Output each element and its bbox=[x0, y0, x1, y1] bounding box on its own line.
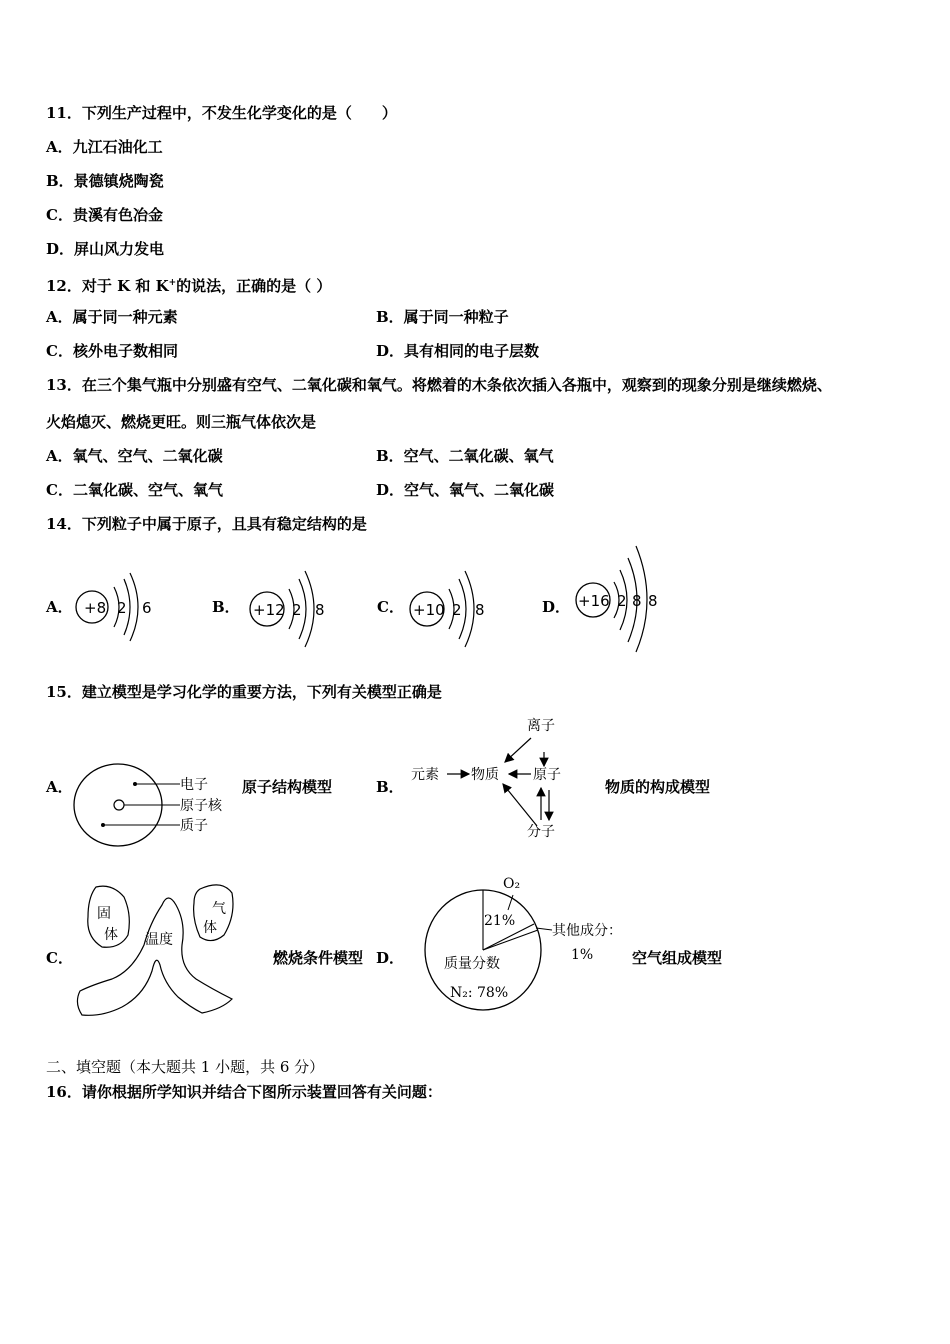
q13-stem-line2: 火焰熄灭、燃烧更旺。则三瓶气体依次是 bbox=[46, 413, 317, 431]
q12-option-a: A．属于同一种元素 bbox=[46, 308, 178, 326]
q12-option-c: C．核外电子数相同 bbox=[46, 342, 178, 360]
label-solid-2: 体 bbox=[104, 927, 118, 943]
q15-label-d: D． bbox=[376, 949, 405, 967]
combustion-conditions-model bbox=[72, 875, 242, 1025]
q12-option-d: D．具有相同的电子层数 bbox=[376, 342, 540, 360]
q12-stem-sup: + bbox=[168, 278, 177, 288]
label-gas-2: 体 bbox=[203, 920, 217, 936]
shell1-electrons-a: 2 bbox=[117, 599, 127, 617]
q11-option-a: A．九江石油化工 bbox=[46, 138, 163, 156]
label-solid-1: 固 bbox=[97, 906, 111, 922]
shell3-electrons-d: 8 bbox=[648, 592, 658, 610]
shell2-electrons-b: 8 bbox=[315, 601, 325, 619]
pie-divider-other-n2 bbox=[483, 930, 538, 950]
label-n2-percent: N₂: 78% bbox=[450, 985, 509, 1001]
q12-stem bbox=[46, 274, 331, 295]
label-atom: 原子 bbox=[533, 767, 561, 783]
q11-option-d: D．屏山风力发电 bbox=[46, 240, 165, 258]
q16-stem: 16．请你根据所学知识并结合下图所示装置回答有关问题： bbox=[46, 1083, 442, 1101]
q11-option-b: B．景德镇烧陶瓷 bbox=[46, 172, 164, 190]
q11-stem: 11．下列生产过程中，不发生化学变化的是（ ） bbox=[46, 104, 397, 122]
shell2-electrons-d: 8 bbox=[632, 592, 642, 610]
nucleus-circle bbox=[114, 800, 124, 810]
q14-label-d: D． bbox=[542, 598, 571, 616]
label-proton: 质子 bbox=[180, 818, 208, 834]
label-molecule: 分子 bbox=[527, 824, 555, 840]
q11-option-c: C．贵溪有色冶金 bbox=[46, 206, 163, 224]
q13-option-b: B．空气、二氧化碳、氧气 bbox=[376, 447, 554, 465]
shell-arc bbox=[130, 573, 138, 641]
q15-stem: 15．建立模型是学习化学的重要方法，下列有关模型正确是 bbox=[46, 683, 442, 701]
q13-stem-line1: 13．在三个集气瓶中分别盛有空气、二氧化碳和氧气。将燃着的木条依次插入各瓶中，观察到的现象分别是继续燃烧、 bbox=[46, 376, 832, 394]
q14-label-b: B． bbox=[212, 598, 240, 616]
label-atom-nucleus: 原子核 bbox=[180, 798, 222, 814]
q14-stem: 14．下列粒子中属于原子，且具有稳定结构的是 bbox=[46, 515, 367, 533]
q12-stem-post: 的说法，正确的是（ ） bbox=[176, 277, 332, 295]
label-ion: 离子 bbox=[527, 718, 555, 734]
caption-atom-structure: 原子结构模型 bbox=[242, 778, 333, 796]
caption-substance-composition: 物质的构成模型 bbox=[605, 778, 711, 796]
label-other-percent: 1% bbox=[571, 947, 594, 963]
label-mass-fraction: 质量分数 bbox=[444, 956, 500, 972]
nucleus-charge-b: +12 bbox=[253, 601, 285, 619]
q13-option-d: D．空气、氧气、二氧化碳 bbox=[376, 481, 555, 499]
nucleus-charge-d: +16 bbox=[578, 592, 610, 610]
label-gas-1: 气 bbox=[212, 901, 226, 917]
shell1-electrons-d: 2 bbox=[617, 592, 627, 610]
label-temperature: 温度 bbox=[145, 932, 173, 948]
label-electron: 电子 bbox=[180, 777, 208, 793]
arrow-ion-to-substance bbox=[505, 738, 531, 762]
shell1-electrons-c: 2 bbox=[452, 601, 462, 619]
q14-label-c: C． bbox=[377, 598, 404, 616]
arrow-molecule-to-substance bbox=[503, 784, 537, 826]
nucleus-charge-a: +8 bbox=[84, 599, 107, 617]
q14-label-a: A． bbox=[46, 598, 73, 616]
q12-option-b: B．属于同一种粒子 bbox=[376, 308, 509, 326]
label-element: 元素 bbox=[411, 767, 439, 783]
q13-option-a: A．氧气、空气、二氧化碳 bbox=[46, 447, 223, 465]
caption-combustion-conditions: 燃烧条件模型 bbox=[273, 949, 364, 967]
label-o2: O₂ bbox=[503, 876, 521, 892]
q15-label-c: C． bbox=[46, 949, 73, 967]
label-o2-percent: 21% bbox=[484, 913, 516, 929]
atom-structure-model bbox=[72, 760, 182, 850]
q15-label-b: B． bbox=[376, 778, 404, 796]
q12-stem-pre: 12．对于 K 和 K bbox=[46, 277, 169, 295]
q13-option-c: C．二氧化碳、空气、氧气 bbox=[46, 481, 223, 499]
shell1-electrons-b: 2 bbox=[292, 601, 302, 619]
caption-air-composition: 空气组成模型 bbox=[632, 949, 723, 967]
shell2-electrons-a: 6 bbox=[142, 599, 152, 617]
q15-label-a: A． bbox=[46, 778, 73, 796]
section-2-heading: 二、填空题（本大题共 1 小题，共 6 分） bbox=[46, 1058, 325, 1076]
shell2-electrons-c: 8 bbox=[475, 601, 485, 619]
label-substance: 物质 bbox=[471, 767, 499, 783]
nucleus-charge-c: +10 bbox=[413, 601, 445, 619]
label-other-components: 其他成分： bbox=[552, 923, 622, 939]
